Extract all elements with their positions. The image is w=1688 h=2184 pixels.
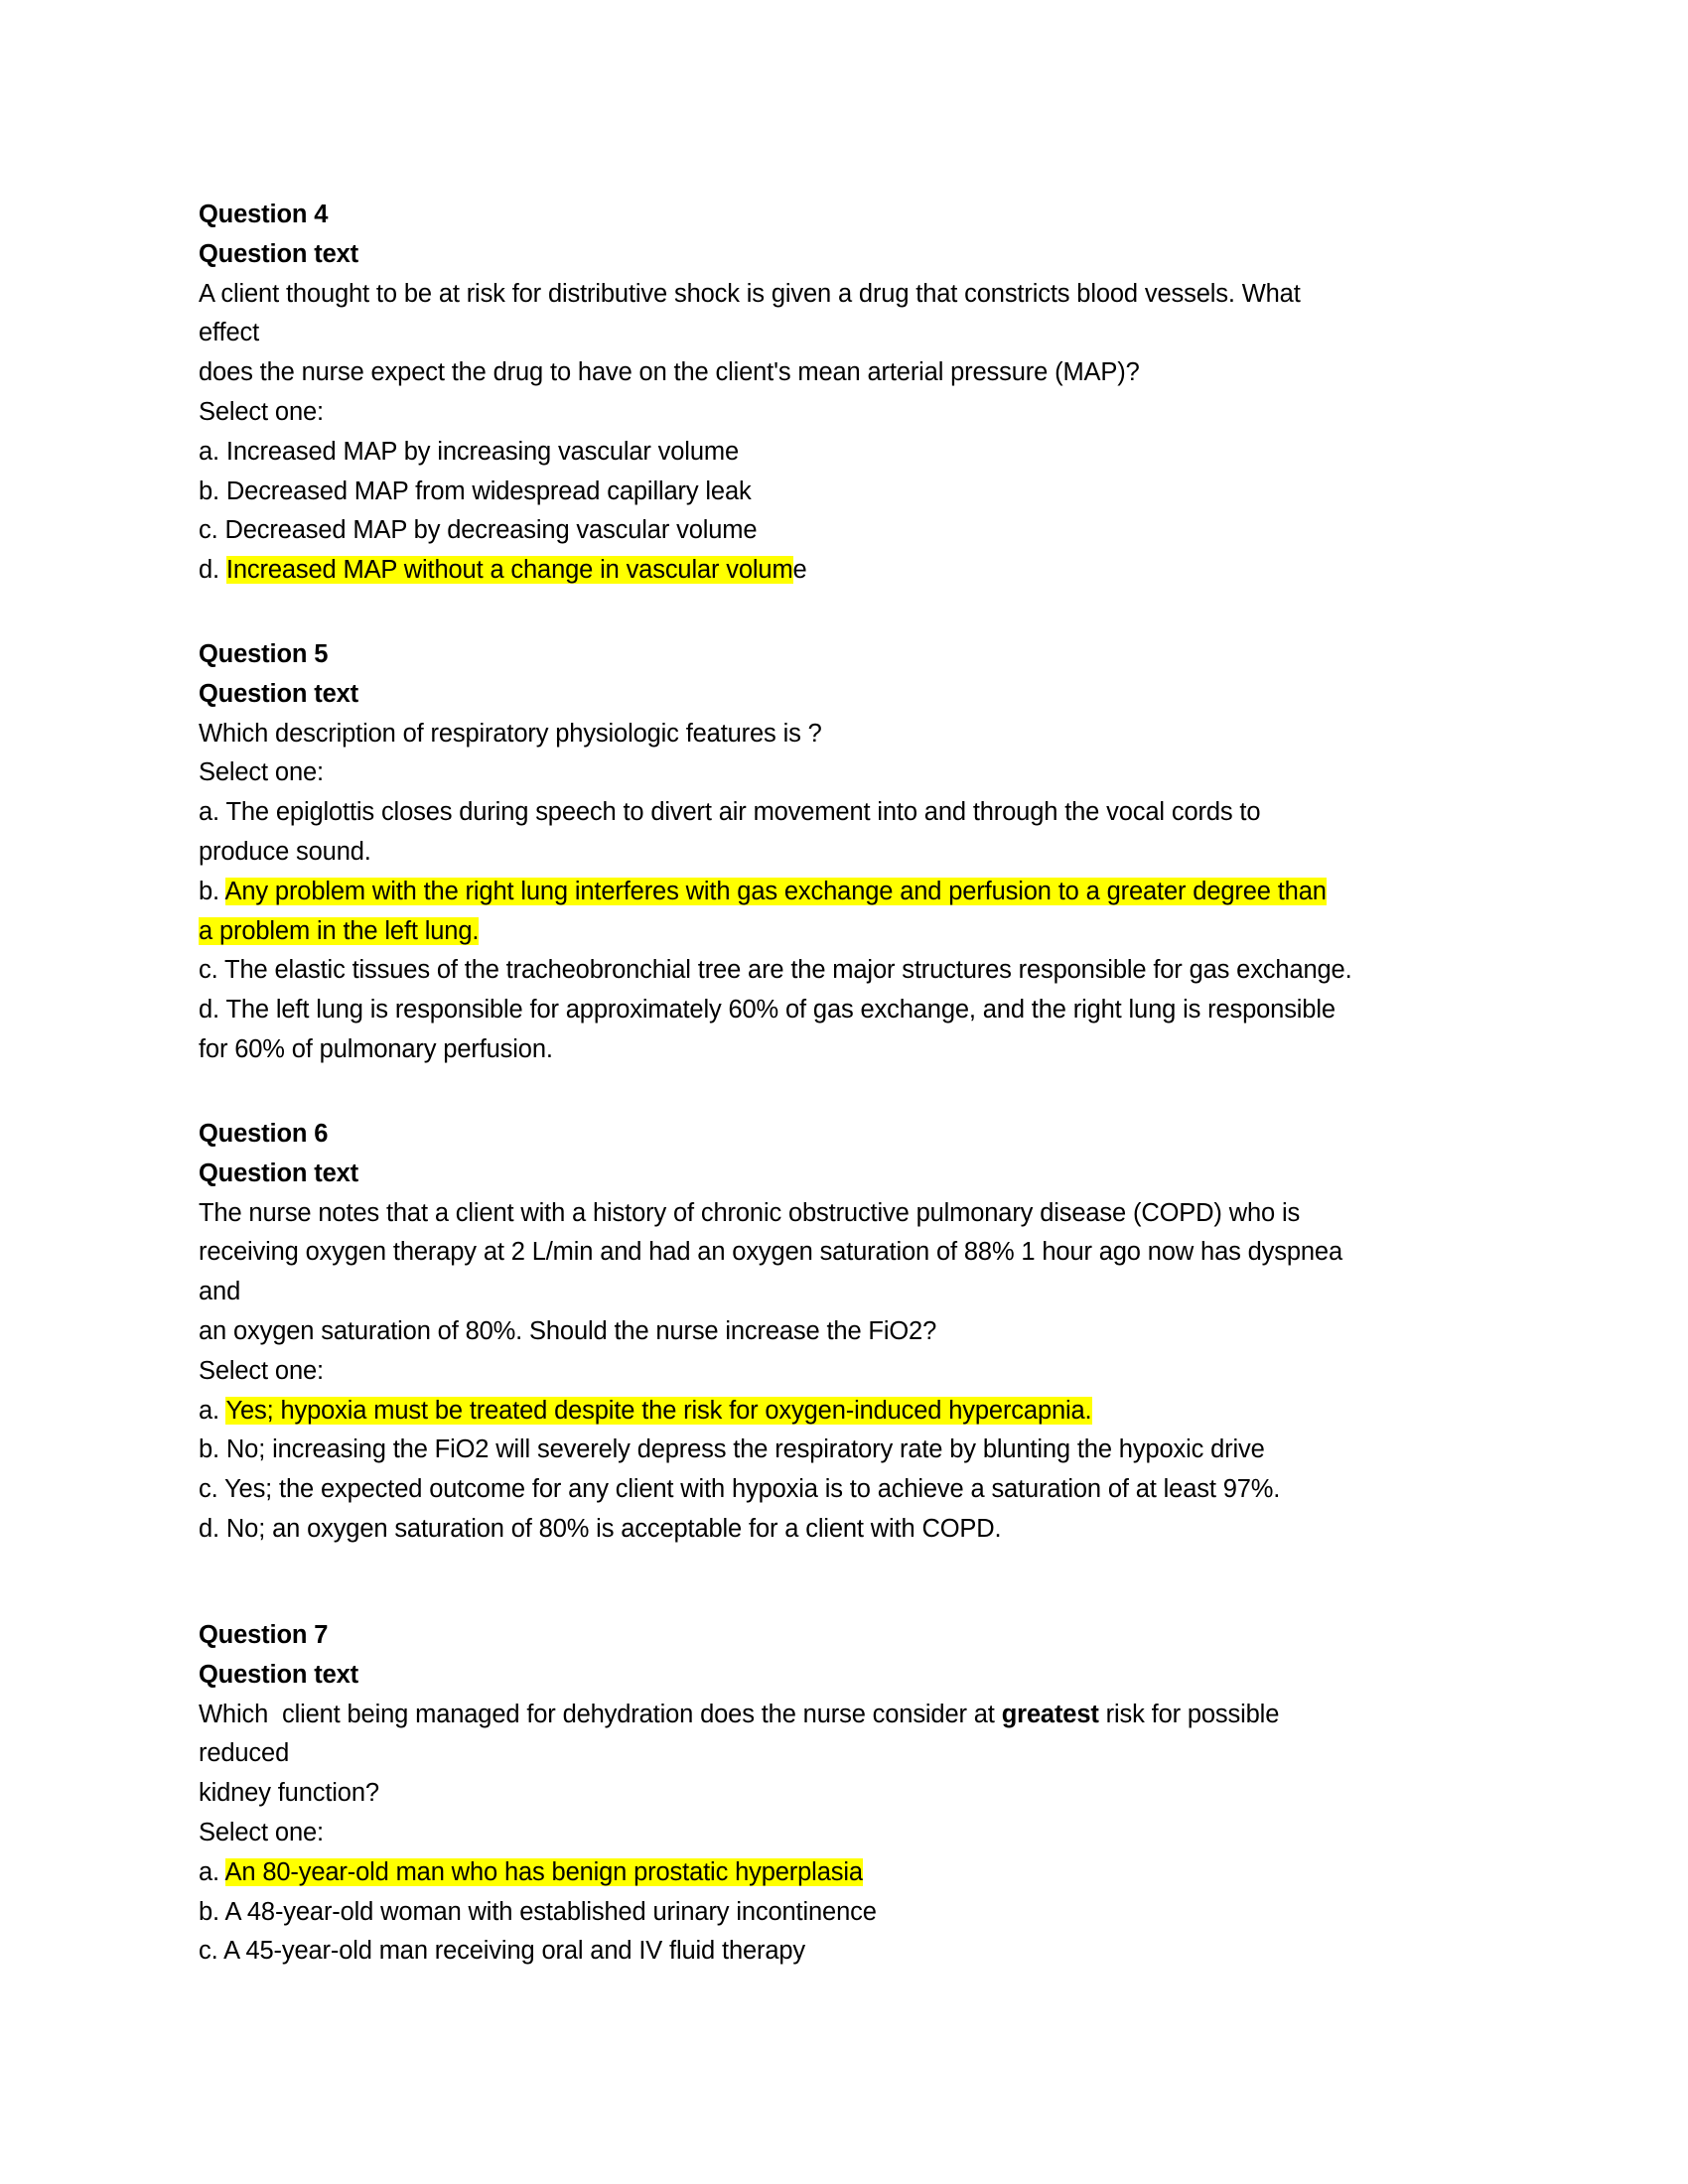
- option-prefix: d.: [199, 1514, 226, 1543]
- option-text: The left lung is responsible for approximately 60% of gas exchange, and the right lung is responsible: [225, 996, 1336, 1024]
- option-prefix: a.: [199, 1396, 226, 1425]
- option-text: Decreased MAP by decreasing vascular volume: [224, 516, 758, 545]
- question-text-label: Question text: [199, 1159, 358, 1187]
- option-text: No; an oxygen saturation of 80% is acceptable for a client with COPD.: [225, 1514, 1002, 1543]
- option-c: [199, 1932, 1509, 1972]
- question-stem-line: A client thought to be at risk for distributive shock is given a drug that constricts blood vessels. What: [199, 279, 1301, 308]
- question-number: Question 5: [199, 640, 329, 668]
- question-stem-line: effect: [199, 319, 260, 347]
- option-prefix: a.: [199, 1857, 225, 1886]
- option-prefix: c.: [199, 516, 225, 545]
- question-4: [199, 196, 1509, 591]
- question-text-label: Question text: [199, 239, 358, 268]
- option-text: The epiglottis closes during speech to divert air movement into and through the vocal cords to: [225, 798, 1261, 827]
- option-prefix: b.: [199, 1435, 226, 1464]
- question-stem-line: receiving oxygen therapy at 2 L/min and had an oxygen saturation of 88% 1 hour ago now has dyspnea: [199, 1238, 1343, 1267]
- question-7: [199, 1616, 1509, 1972]
- select-one-label: Select one:: [199, 397, 324, 426]
- question-stem-line: The nurse notes that a client with a history of chronic obstructive pulmonary disease (COPD) who is: [199, 1198, 1301, 1227]
- option-prefix: c.: [199, 1475, 225, 1504]
- option-prefix: d.: [199, 996, 226, 1024]
- emphasis-greatest: greatest: [1001, 1700, 1099, 1728]
- question-text-label: Question text: [199, 679, 358, 708]
- option-c: [199, 1470, 1509, 1510]
- option-text: The elastic tissues of the tracheobronchial tree are the major structures responsible for gas exchange.: [224, 956, 1352, 985]
- stem-text: Which client being managed for dehydration does the nurse consider at: [199, 1700, 1002, 1728]
- question-stem-line: [199, 1696, 1509, 1735]
- option-text-tail: e: [792, 556, 807, 585]
- highlighted-answer: a problem in the left lung.: [199, 916, 480, 945]
- question-6: [199, 1115, 1509, 1550]
- option-d-continued: for 60% of pulmonary perfusion.: [199, 1034, 553, 1063]
- highlighted-answer: Increased MAP without a change in vascular volum: [225, 556, 793, 585]
- select-one-label: Select one:: [199, 1818, 324, 1846]
- option-a: [199, 433, 1509, 473]
- highlighted-answer: Yes; hypoxia must be treated despite the risk for oxygen-induced hypercapnia.: [225, 1396, 1092, 1425]
- highlighted-answer: An 80-year-old man who has benign prostatic hyperplasia: [224, 1857, 863, 1886]
- highlighted-answer: Any problem with the right lung interferes with gas exchange and perfusion to a greater degree than: [224, 877, 1327, 905]
- option-a: [199, 793, 1509, 833]
- stem-text: risk for possible: [1098, 1700, 1280, 1728]
- option-d: [199, 1510, 1509, 1550]
- option-c: [199, 511, 1509, 551]
- question-stem-line: an oxygen saturation of 80%. Should the nurse increase the FiO2?: [199, 1316, 937, 1345]
- option-prefix: b.: [199, 1897, 225, 1926]
- question-stem-line: reduced: [199, 1739, 290, 1768]
- option-text: Decreased MAP from widespread capillary leak: [225, 477, 752, 505]
- option-c: [199, 951, 1509, 991]
- option-b: [199, 1431, 1509, 1470]
- option-b-answer: [199, 873, 1509, 912]
- option-b: [199, 473, 1509, 512]
- option-b: [199, 1893, 1509, 1933]
- question-text-label: Question text: [199, 1660, 358, 1689]
- question-5: [199, 635, 1509, 1070]
- option-text: No; increasing the FiO2 will severely depress the respiratory rate by blunting the hypoxic drive: [225, 1435, 1265, 1464]
- option-text: Increased MAP by increasing vascular volume: [225, 437, 739, 466]
- select-one-label: Select one:: [199, 758, 324, 787]
- select-one-label: Select one:: [199, 1356, 324, 1385]
- option-prefix: b.: [199, 477, 226, 505]
- option-prefix: a.: [199, 437, 226, 466]
- option-a-answer: [199, 1853, 1509, 1893]
- option-text: Yes; the expected outcome for any client with hypoxia is to achieve a saturation of at least 97%.: [224, 1475, 1281, 1504]
- option-d-answer: [199, 551, 1509, 591]
- question-stem-line: and: [199, 1278, 241, 1306]
- question-number: Question 7: [199, 1621, 329, 1649]
- option-d: [199, 991, 1509, 1030]
- question-number: Question 4: [199, 201, 329, 228]
- option-a-continued: produce sound.: [199, 837, 371, 866]
- question-number: Question 6: [199, 1120, 329, 1148]
- question-stem-line: kidney function?: [199, 1779, 379, 1808]
- option-text: A 48-year-old woman with established urinary incontinence: [224, 1897, 877, 1926]
- option-b-answer-continued: [199, 912, 1509, 952]
- option-a-answer: [199, 1392, 1509, 1432]
- option-prefix: d.: [199, 556, 226, 585]
- question-stem-line: Which description of respiratory physiologic features is ?: [199, 719, 822, 748]
- option-prefix: c.: [199, 956, 225, 985]
- option-prefix: a.: [199, 798, 226, 827]
- question-stem-line: does the nurse expect the drug to have on the client's mean arterial pressure (MAP)?: [199, 358, 1140, 387]
- option-prefix: b.: [199, 877, 225, 905]
- option-text: A 45-year-old man receiving oral and IV fluid therapy: [223, 1937, 806, 1966]
- option-prefix: c.: [199, 1937, 224, 1966]
